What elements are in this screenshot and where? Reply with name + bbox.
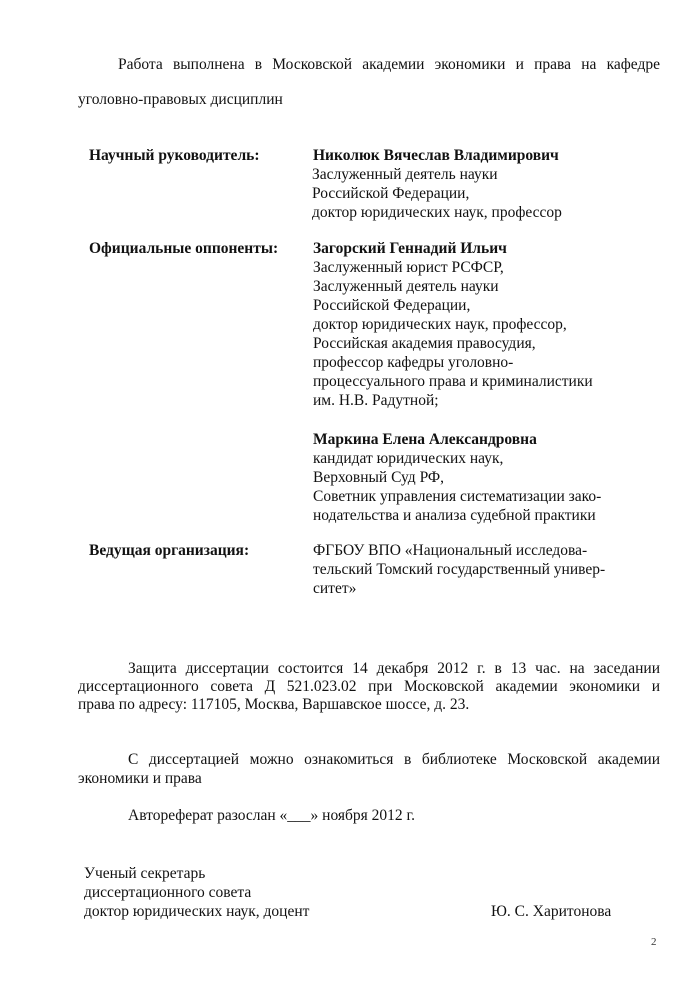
opponent-2-detail-line: Советник управления систематизации зако- — [313, 488, 602, 505]
intro-line-2: уголовно-правовых дисциплин — [78, 91, 283, 108]
secretary-line-2: диссертационного совета — [84, 884, 252, 901]
lead-org-line: ФГБОУ ВПО «Национальный исследова- — [313, 542, 588, 559]
opponent-1-detail-line: доктор юридических наук, профессор, — [313, 316, 567, 333]
opponent-1-detail-line: Российская академия правосудия, — [313, 335, 536, 352]
opponent-2-name: Маркина Елена Александровна — [313, 431, 537, 448]
opponent-2-detail-line: Верховный Суд РФ, — [313, 469, 445, 486]
supervisor-detail-line: Российской Федерации, — [312, 185, 470, 202]
opponent-1-detail-line: Заслуженный деятель науки — [313, 278, 499, 295]
opponent-1-detail-line: Российской Федерации, — [313, 297, 471, 314]
lead-org-line: тельский Томский государственный универ- — [313, 561, 606, 578]
intro-line-1: Работа выполнена в Московской академии экономики и права на кафедре — [118, 56, 660, 73]
mailing-line — [128, 806, 415, 825]
opponents-label: Официальные оппоненты: — [89, 240, 279, 257]
lead-org-line: ситет» — [313, 580, 357, 597]
defense-line-3: права по адресу: 117105, Москва, Варшавское шоссе, д. 23. — [78, 696, 470, 713]
secretary-line-3: доктор юридических наук, доцент — [84, 903, 310, 920]
opponent-1-detail-line: процессуального права и криминалистики — [313, 373, 593, 390]
mailing-day-blank: ___ — [287, 807, 311, 824]
page-number: 2 — [651, 936, 657, 948]
supervisor-detail-line: Заслуженный деятель науки — [312, 166, 498, 183]
opponent-1-detail-line: профессор кафедры уголовно- — [313, 354, 514, 371]
defense-line-1: Защита диссертации состоится 14 декабря 2012 г. в 13 час. на заседании — [128, 660, 660, 677]
library-line-1: С диссертацией можно ознакомиться в библиотеке Московской академии — [128, 751, 660, 768]
opponent-2-detail-line: кандидат юридических наук, — [313, 450, 504, 467]
library-line-2: экономики и права — [78, 770, 202, 787]
opponent-1-name: Загорский Геннадий Ильич — [313, 240, 507, 257]
mailing-prefix: Автореферат разослан « — [128, 807, 288, 824]
supervisor-name: Николюк Вячеслав Владимирович — [313, 147, 559, 164]
mailing-suffix: » ноября 2012 г. — [310, 807, 416, 824]
defense-line-2: диссертационного совета Д 521.023.02 при Московской академии экономики и — [78, 678, 660, 695]
secretary-name: Ю. С. Харитонова — [491, 903, 612, 920]
opponent-1-detail-line: им. Н.В. Радутной; — [313, 392, 439, 409]
secretary-line-1: Ученый секретарь — [84, 865, 206, 882]
opponent-1-detail-line: Заслуженный юрист РСФСР, — [313, 259, 504, 276]
lead-org-label: Ведущая организация: — [89, 542, 250, 559]
opponent-2-detail-line: нодательства и анализа судебной практики — [313, 507, 596, 524]
supervisor-label: Научный руководитель: — [89, 147, 260, 164]
supervisor-detail-line: доктор юридических наук, профессор — [312, 204, 562, 221]
